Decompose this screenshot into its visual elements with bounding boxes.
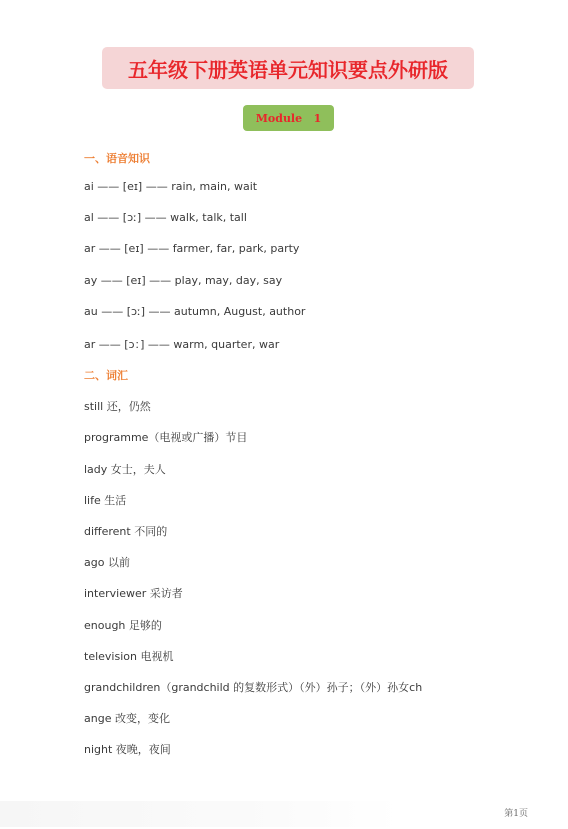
vocab-line: different 不同的 — [84, 525, 168, 538]
page-number: 第1页 — [504, 809, 528, 819]
vocab-line: lady 女士，夫人 — [84, 463, 166, 476]
section-heading-vocabulary: 二、词汇 — [84, 369, 128, 382]
vocab-line: life 生活 — [84, 494, 127, 507]
phonetics-line: ar —— [eɪ] —— farmer, far, park, party — [84, 242, 300, 255]
vocab-line: television 电视机 — [84, 650, 174, 663]
vocab-line: ago 以前 — [84, 556, 130, 569]
vocab-line: programme（电视或广播）节目 — [84, 431, 248, 444]
vocab-line: enough 足够的 — [84, 619, 162, 632]
phonetics-line: ay —— [eɪ] —— play, may, day, say — [84, 274, 283, 287]
module-badge — [243, 105, 334, 131]
phonetics-line: au —— [ɔː] —— autumn, August, author — [84, 305, 306, 318]
vocab-line: interviewer 采访者 — [84, 587, 183, 600]
vocab-line: ange 改变，变化 — [84, 712, 170, 725]
vocab-line: grandchildren（grandchild 的复数形式）（外）孙子；（外）孙女ch — [84, 681, 423, 694]
vocab-line: night 夜晚，夜间 — [84, 743, 171, 756]
phonetics-line: ar —— [ɔ：] —— warm, quarter, war — [84, 338, 280, 351]
document-title-banner — [102, 47, 474, 89]
footer-bar — [0, 801, 400, 827]
document-title: 五年级下册英语单元知识要点外研版 — [128, 57, 448, 82]
module-label: Module 1 — [255, 111, 322, 125]
phonetics-line: al —— [ɔː] —— walk, talk, tall — [84, 211, 247, 224]
vocab-line: still 还，仍然 — [84, 400, 151, 413]
section-heading-phonetics: 一、语音知识 — [84, 152, 150, 165]
phonetics-line: ai —— [eɪ] —— rain, main, wait — [84, 180, 258, 193]
